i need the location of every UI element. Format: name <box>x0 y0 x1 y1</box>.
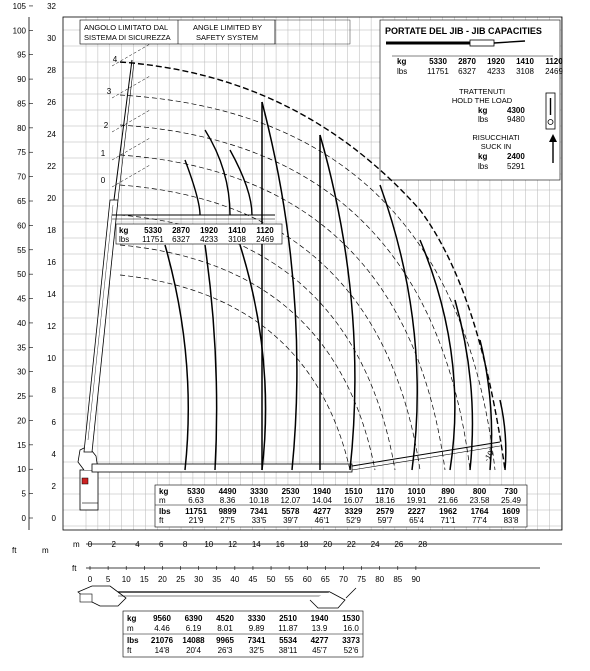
jib-kg-value: 2870 <box>458 57 476 66</box>
jib-lbs-value: 3108 <box>516 67 534 76</box>
jib-angle-label: 1 <box>100 149 106 158</box>
bottom-lbs-value: 14088 <box>182 636 205 645</box>
tick-ft-left: 25 <box>17 392 26 402</box>
safety-it-line2: SISTEMA DI SICUREZZA <box>84 33 171 42</box>
bottom-kg-value: 1530 <box>342 614 360 623</box>
jib-lbs-value: 6327 <box>458 67 476 76</box>
axis-m-bottom-ticks <box>88 540 428 549</box>
tick-ft-left: 80 <box>17 123 26 133</box>
main-ft-value: 33'5 <box>251 516 267 525</box>
main-boom-horizontal <box>92 442 500 472</box>
upper-lbs-value: 2469 <box>256 235 274 244</box>
bottom-kg-value: 1940 <box>310 614 329 623</box>
bottom-ft-value: 32'5 <box>249 646 264 655</box>
tick-m-bottom: 2 <box>111 540 116 549</box>
main-m-value: 18.16 <box>374 496 396 505</box>
bottom-kg-value: 9560 <box>153 614 171 623</box>
tick-m-left: 22 <box>47 162 56 171</box>
tick-ft-bottom: 85 <box>393 575 403 584</box>
tick-ft-bottom: 35 <box>212 575 222 584</box>
bottom-lbs-value: 3373 <box>342 636 360 645</box>
tick-m-left: 18 <box>47 226 56 235</box>
upper-kg-value: 2870 <box>172 226 190 235</box>
lower-boom-drawing <box>78 586 356 608</box>
tick-ft-left: 5 <box>21 489 26 499</box>
jib-angle-labels <box>101 55 118 185</box>
tick-ft-left: 10 <box>17 465 26 475</box>
tick-ft-bottom: 60 <box>302 575 312 584</box>
dashed-arc <box>120 275 350 470</box>
bottom-m-value: 9.89 <box>248 624 265 633</box>
main-ft-value: 21'9 <box>188 516 204 525</box>
main-lbs-value: 3329 <box>344 507 363 516</box>
main-lbs-value: 1609 <box>502 507 520 516</box>
safety-box <box>80 20 350 44</box>
main-lbs-label: lbs <box>159 507 171 516</box>
angle-mark-label: -10° <box>481 446 497 463</box>
bottom-lbs-label: lbs <box>127 636 139 645</box>
bottom-lbs-value: 9965 <box>216 636 234 645</box>
upper-kg-label: kg <box>119 226 129 235</box>
bottom-ft-value: 38'11 <box>278 646 298 655</box>
unit-m-left: m <box>42 546 49 555</box>
tick-ft-left: 30 <box>17 367 26 377</box>
axis-m-left-ticks <box>47 2 56 523</box>
tick-ft-left: 60 <box>17 221 26 231</box>
main-kg-value: 800 <box>472 487 487 496</box>
main-kg-value: 1940 <box>313 487 331 496</box>
hold-lbs-label: lbs <box>478 115 489 124</box>
main-ft-value: 65'4 <box>409 516 424 525</box>
main-capacity-table <box>155 485 527 527</box>
main-kg-value: 1010 <box>407 487 426 496</box>
bottom-m-value: 4.46 <box>154 624 170 633</box>
tick-m-left: 10 <box>47 354 56 363</box>
main-m-value: 23.58 <box>469 496 490 505</box>
capacity-curve <box>205 245 217 470</box>
tick-ft-bottom: 5 <box>105 575 111 584</box>
tick-m-left: 26 <box>47 98 56 107</box>
tick-m-left: 30 <box>47 34 56 43</box>
tick-ft-bottom: 30 <box>194 575 204 584</box>
axis-ft-left-ticks <box>13 2 33 523</box>
jib-lbs-value: 4233 <box>487 67 505 76</box>
tick-ft-bottom: 90 <box>411 575 421 584</box>
capacity-curve <box>500 400 506 470</box>
jib-lbs-value: 2469 <box>545 67 563 76</box>
suck-label-it: RISUCCHIATI <box>472 133 520 142</box>
unit-m-bottom: m <box>73 540 80 549</box>
main-lbs-value: 11751 <box>185 507 207 516</box>
main-lbs-value: 7341 <box>250 507 268 516</box>
upper-lbs-value: 6327 <box>172 235 190 244</box>
tick-ft-bottom: 50 <box>266 575 276 584</box>
main-lbs-value: 4277 <box>313 507 331 516</box>
main-lbs-value: 9899 <box>218 507 237 516</box>
tick-ft-left: 95 <box>17 50 26 60</box>
tick-ft-left: 20 <box>17 416 26 426</box>
jib-capacities-box <box>380 20 563 180</box>
tick-m-bottom: 6 <box>159 540 164 549</box>
main-ft-value: 59'7 <box>377 516 393 525</box>
tick-m-left: 24 <box>47 130 56 139</box>
tick-m-left: 8 <box>51 386 56 395</box>
main-kg-value: 730 <box>504 487 518 496</box>
jib-lbs-value: 11751 <box>427 67 449 76</box>
hold-lbs-value: 9480 <box>507 115 525 124</box>
tick-m-left: 32 <box>47 2 56 11</box>
bottom-ft-label: ft <box>127 646 132 655</box>
tick-m-bottom: 16 <box>275 540 285 549</box>
main-lbs-value: 1764 <box>470 507 489 516</box>
upper-capacity-table <box>116 224 282 244</box>
hold-label-en: HOLD THE LOAD <box>451 96 513 105</box>
main-ft-value: 39'7 <box>283 516 298 525</box>
suck-label-en: SUCK IN <box>480 142 512 151</box>
main-ft-value: 27'5 <box>220 516 235 525</box>
jib-kg-value: 5330 <box>429 57 447 66</box>
bottom-ft-value: 26'3 <box>217 646 233 655</box>
tick-m-bottom: 14 <box>251 540 261 549</box>
main-kg-value: 1510 <box>344 487 363 496</box>
bottom-ft-value: 45'7 <box>312 646 327 655</box>
tick-ft-left: 35 <box>17 343 26 353</box>
safety-en-line1: ANGLE LIMITED BY <box>193 23 263 32</box>
tick-ft-bottom: 0 <box>87 575 93 584</box>
main-lbs-value: 2227 <box>407 507 426 516</box>
main-kg-value: 1170 <box>376 487 394 496</box>
jib-capacities-title: PORTATE DEL JIB - JIB CAPACITIES <box>385 26 542 36</box>
tick-m-bottom: 12 <box>228 540 238 549</box>
bottom-m-value: 6.19 <box>185 624 202 633</box>
tick-ft-left: 105 <box>12 1 26 11</box>
main-m-label: m <box>159 496 166 505</box>
tick-ft-left: 15 <box>17 440 26 450</box>
bottom-kg-value: 4520 <box>216 614 234 623</box>
main-m-value: 12.07 <box>280 496 301 505</box>
tick-m-bottom: 4 <box>135 540 140 549</box>
tick-m-bottom: 22 <box>346 540 356 549</box>
bottom-lbs-value: 21076 <box>150 636 174 645</box>
jib-kg-value: 1920 <box>487 57 505 66</box>
bottom-m-label: m <box>127 624 134 633</box>
main-lbs-value: 2579 <box>376 507 394 516</box>
tick-ft-bottom: 65 <box>320 575 330 584</box>
tick-ft-left: 100 <box>12 26 26 36</box>
main-kg-value: 890 <box>441 487 455 496</box>
bottom-kg-label: kg <box>127 614 137 623</box>
tick-m-bottom: 26 <box>394 540 404 549</box>
upper-kg-value: 5330 <box>144 226 162 235</box>
tick-ft-left: 70 <box>17 172 26 182</box>
main-m-value: 10.18 <box>248 496 270 505</box>
suck-lbs-label: lbs <box>478 162 489 171</box>
main-m-value: 19.91 <box>406 496 427 505</box>
tick-m-bottom: 20 <box>323 540 333 549</box>
main-kg-value: 2530 <box>281 487 300 496</box>
main-m-value: 8.36 <box>219 496 236 505</box>
main-m-value: 14.04 <box>311 496 333 505</box>
jib-kg-label: kg <box>397 57 407 66</box>
axis-ft-bottom-ticks <box>88 566 421 584</box>
hold-label-it: TRATTENUTI <box>458 87 506 96</box>
tick-m-bottom: 0 <box>87 540 93 549</box>
jib-angle-label: 0 <box>100 176 106 185</box>
tick-m-left: 28 <box>47 66 56 75</box>
tick-ft-left: 0 <box>21 514 26 523</box>
tick-ft-left: 75 <box>17 148 26 158</box>
tick-ft-bottom: 10 <box>121 575 131 584</box>
hold-kg-label: kg <box>478 106 488 115</box>
tick-ft-left: 90 <box>17 75 26 85</box>
upper-lbs-value: 4233 <box>200 235 218 244</box>
suck-kg-label: kg <box>478 152 488 161</box>
jib-angle-label: 2 <box>103 121 109 130</box>
unit-ft-bottom: ft <box>72 564 77 573</box>
main-ft-value: 77'4 <box>472 516 487 525</box>
hold-load-icon <box>546 93 555 129</box>
main-m-value: 25.49 <box>500 496 522 505</box>
main-m-value: 6.63 <box>188 496 204 505</box>
jib-kg-value: 1410 <box>516 57 534 66</box>
bottom-lbs-value: 5534 <box>279 636 297 645</box>
safety-en-line2: SAFETY SYSTEM <box>196 33 258 42</box>
upper-kg-value: 1410 <box>228 226 246 235</box>
bottom-kg-value: 3330 <box>247 614 266 623</box>
tick-m-bottom: 18 <box>299 540 309 549</box>
bottom-capacity-table <box>123 611 363 657</box>
tick-m-left: 16 <box>47 258 56 267</box>
suck-kg-value: 2400 <box>507 152 525 161</box>
tick-ft-bottom: 70 <box>339 575 348 584</box>
capacity-curve <box>165 245 188 470</box>
main-kg-value: 5330 <box>187 487 205 496</box>
upper-lbs-label: lbs <box>119 235 130 244</box>
tick-ft-bottom: 25 <box>176 575 185 584</box>
main-lbs-value: 1962 <box>439 507 457 516</box>
dashed-arc <box>120 245 375 470</box>
capacity-curve <box>420 240 455 470</box>
tick-ft-bottom: 75 <box>357 575 367 584</box>
main-kg-value: 3330 <box>250 487 268 496</box>
tick-m-left: 2 <box>51 482 56 491</box>
capacity-curve <box>455 300 472 470</box>
upper-kg-value: 1120 <box>256 226 274 235</box>
bottom-m-value: 16.0 <box>343 624 359 633</box>
tick-ft-bottom: 45 <box>248 575 258 584</box>
main-ft-value: 71'1 <box>440 516 456 525</box>
jib-kg-value: 1120 <box>545 57 563 66</box>
tick-ft-left: 65 <box>17 197 26 207</box>
tick-ft-bottom: 80 <box>375 575 385 584</box>
bottom-kg-value: 6390 <box>184 614 203 623</box>
main-ft-value: 52'9 <box>346 516 361 525</box>
tick-m-bottom: 8 <box>182 540 188 549</box>
tick-m-left: 12 <box>47 322 56 331</box>
tick-ft-left: 85 <box>17 99 26 109</box>
bottom-ft-value: 14'8 <box>154 646 170 655</box>
tick-ft-left: 50 <box>17 270 26 280</box>
main-kg-value: 4490 <box>218 487 237 496</box>
crane-column-icon <box>78 446 98 510</box>
tick-ft-bottom: 40 <box>230 575 240 584</box>
main-ft-value: 46'1 <box>314 516 330 525</box>
main-kg-label: kg <box>159 487 169 496</box>
tick-m-left: 20 <box>47 194 56 203</box>
tick-m-left: 6 <box>51 418 56 427</box>
tick-m-left: 4 <box>51 450 56 459</box>
bottom-lbs-value: 7341 <box>247 636 266 645</box>
tick-ft-left: 45 <box>17 294 26 304</box>
tick-m-bottom: 28 <box>418 540 428 549</box>
main-m-value: 21.66 <box>437 496 459 505</box>
tick-ft-bottom: 20 <box>157 575 167 584</box>
upper-kg-value: 1920 <box>200 226 218 235</box>
tick-m-bottom: 24 <box>370 540 380 549</box>
bottom-m-value: 8.01 <box>217 624 233 633</box>
main-ft-value: 83'8 <box>503 516 519 525</box>
jib-angle-label: 3 <box>106 87 112 96</box>
capacity-curve <box>320 135 355 470</box>
tick-m-bottom: 10 <box>204 540 214 549</box>
jib-angle-label: 4 <box>112 55 118 64</box>
unit-ft-left: ft <box>12 546 17 555</box>
tick-m-left: 0 <box>51 514 56 523</box>
tick-m-left: 14 <box>47 290 56 299</box>
jib-lbs-label: lbs <box>397 67 408 76</box>
bottom-lbs-value: 4277 <box>310 636 329 645</box>
safety-it-line1: ANGOLO LIMITATO DAL <box>84 23 169 32</box>
main-lbs-value: 5578 <box>281 507 300 516</box>
bottom-kg-value: 2510 <box>279 614 297 623</box>
tick-ft-left: 55 <box>17 245 26 255</box>
upper-lbs-value: 11751 <box>142 235 164 244</box>
hold-kg-value: 4300 <box>507 106 525 115</box>
main-m-value: 16.07 <box>343 496 364 505</box>
bottom-ft-value: 52'6 <box>343 646 359 655</box>
jib-capacity-curve <box>185 160 200 215</box>
tick-ft-bottom: 15 <box>139 575 149 584</box>
main-ft-label: ft <box>159 516 164 525</box>
jib-raised <box>112 60 275 219</box>
tick-ft-bottom: 55 <box>284 575 294 584</box>
suck-lbs-value: 5291 <box>507 162 525 171</box>
tick-ft-left: 40 <box>17 318 26 328</box>
upper-lbs-value: 3108 <box>228 235 246 244</box>
bottom-m-value: 11.87 <box>278 624 298 633</box>
bottom-ft-value: 20'4 <box>186 646 201 655</box>
bottom-m-value: 13.9 <box>311 624 328 633</box>
